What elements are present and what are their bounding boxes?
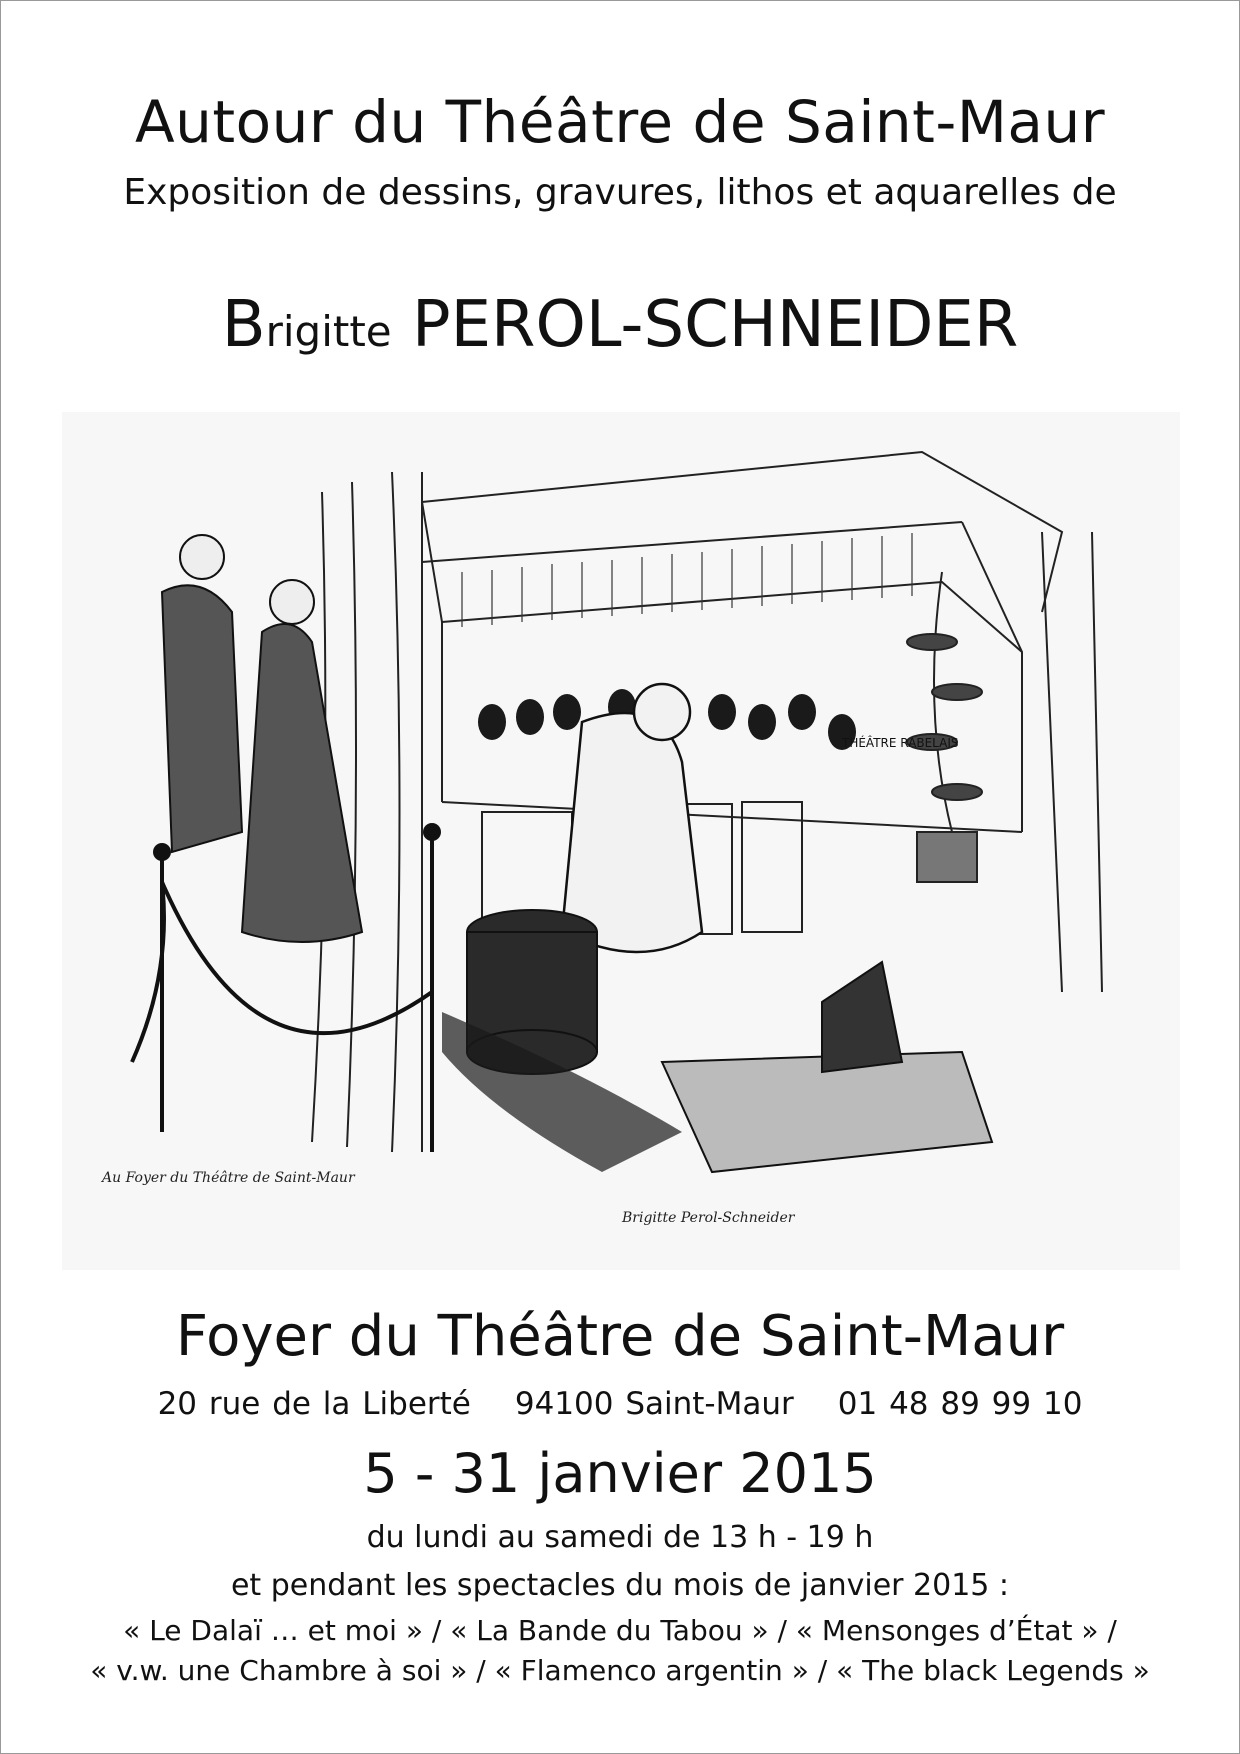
drawing-caption: Au Foyer du Théâtre de Saint-Maur — [102, 1170, 355, 1186]
theatre-foyer-drawing — [62, 412, 1180, 1270]
artist-name — [0, 288, 1240, 362]
poster-subtitle: Exposition de dessins, gravures, lithos et aquarelles de — [123, 172, 1117, 213]
poster-title: Autour du Théâtre de Saint-Maur — [134, 88, 1106, 156]
venue-name: Foyer du Théâtre de Saint-Maur — [175, 1304, 1065, 1369]
venue-phone: 01 48 89 99 10 — [837, 1386, 1083, 1422]
drawing-svg — [62, 412, 1180, 1270]
exhibition-dates: 5 - 31 janvier 2015 — [363, 1442, 877, 1505]
artist-first-initial: B — [221, 288, 266, 362]
venue-street: 20 rue de la Liberté — [157, 1386, 471, 1422]
venue-address — [0, 1386, 1240, 1422]
theatre-sign-text: THÉÂTRE RABELAIS — [842, 736, 959, 750]
artist-first-rest: rigitte — [265, 307, 392, 356]
opening-hours: du lundi au samedi de 13 h - 19 h — [366, 1520, 874, 1555]
venue-city: 94100 Saint-Maur — [514, 1386, 794, 1422]
shows-intro: et pendant les spectacles du mois de janvier 2015 : — [230, 1568, 1010, 1603]
artist-signature: Brigitte Perol-Schneider — [622, 1210, 795, 1226]
shows-list-line-1: « Le Dalaï … et moi » / « La Bande du Tabou » / « Mensonges d’État » / — [123, 1614, 1117, 1647]
artist-last-name: PEROL-SCHNEIDER — [411, 288, 1019, 362]
shows-list-line-2: « v.w. une Chambre à soi » / « Flamenco argentin » / « The black Legends » — [90, 1654, 1150, 1687]
